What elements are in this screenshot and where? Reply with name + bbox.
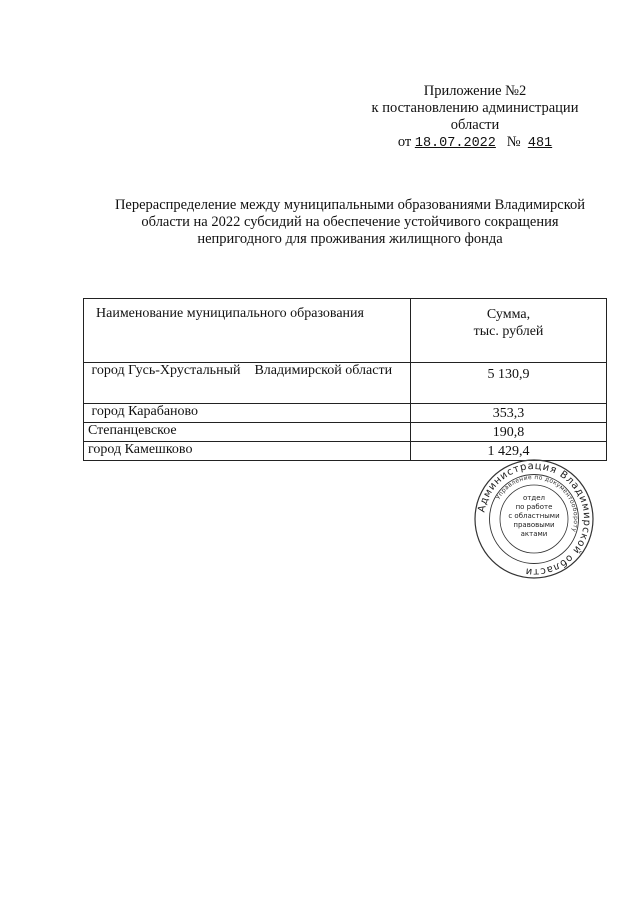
document-title: Перераспределение между муниципальными образованиями Владимирской области на 2022 субсидий на обеспечение устойчивого сокращения непригодного для проживания жилищного фонда [114,197,586,247]
number-sign: № [506,134,521,150]
stamp-center-line: актами [520,530,548,538]
table-row [84,363,607,404]
subsidy-table [83,298,607,461]
stamp-center-line: по работе [515,503,553,511]
municipality-name: Степанцевское [84,423,411,442]
subsidy-sum: 1 429,4 [411,442,607,461]
stamp-center-line: правовыми [513,521,555,529]
appendix-block [360,83,590,152]
stamp-center-line: с областными [508,512,560,520]
table-row [84,404,607,423]
subsidy-sum: 190,8 [411,423,607,442]
column-header-sum-line2: тыс. рублей [473,324,544,339]
column-header-sum-line1: Сумма, [486,307,531,322]
decree-number: 481 [527,136,553,151]
municipality-name: город Карабаново [84,404,411,423]
subsidy-sum: 5 130,9 [411,363,607,404]
column-header-name: Наименование муниципального образования [84,299,411,363]
appendix-reference: к постановлению администрации [371,100,579,116]
appendix-region: области [450,117,500,133]
appendix-number: Приложение №2 [423,83,527,99]
table-header-row [84,299,607,363]
stamp-inner-text: Управление по документообороту [494,473,580,533]
municipality-name: город Гусь-Хрустальный Владимирской области [84,363,411,404]
date-prefix: от [397,134,415,150]
appendix-date-line [360,134,590,152]
stamp-center-line: отдел [523,494,545,502]
decree-date: 18.07.2022 [414,136,496,151]
column-header-sum [411,299,607,363]
subsidy-sum: 353,3 [411,404,607,423]
municipality-name: город Камешково [84,442,411,461]
table-row [84,423,607,442]
stamp-outer-text: Администрация Владимирской области [476,460,593,578]
official-stamp [473,458,595,580]
